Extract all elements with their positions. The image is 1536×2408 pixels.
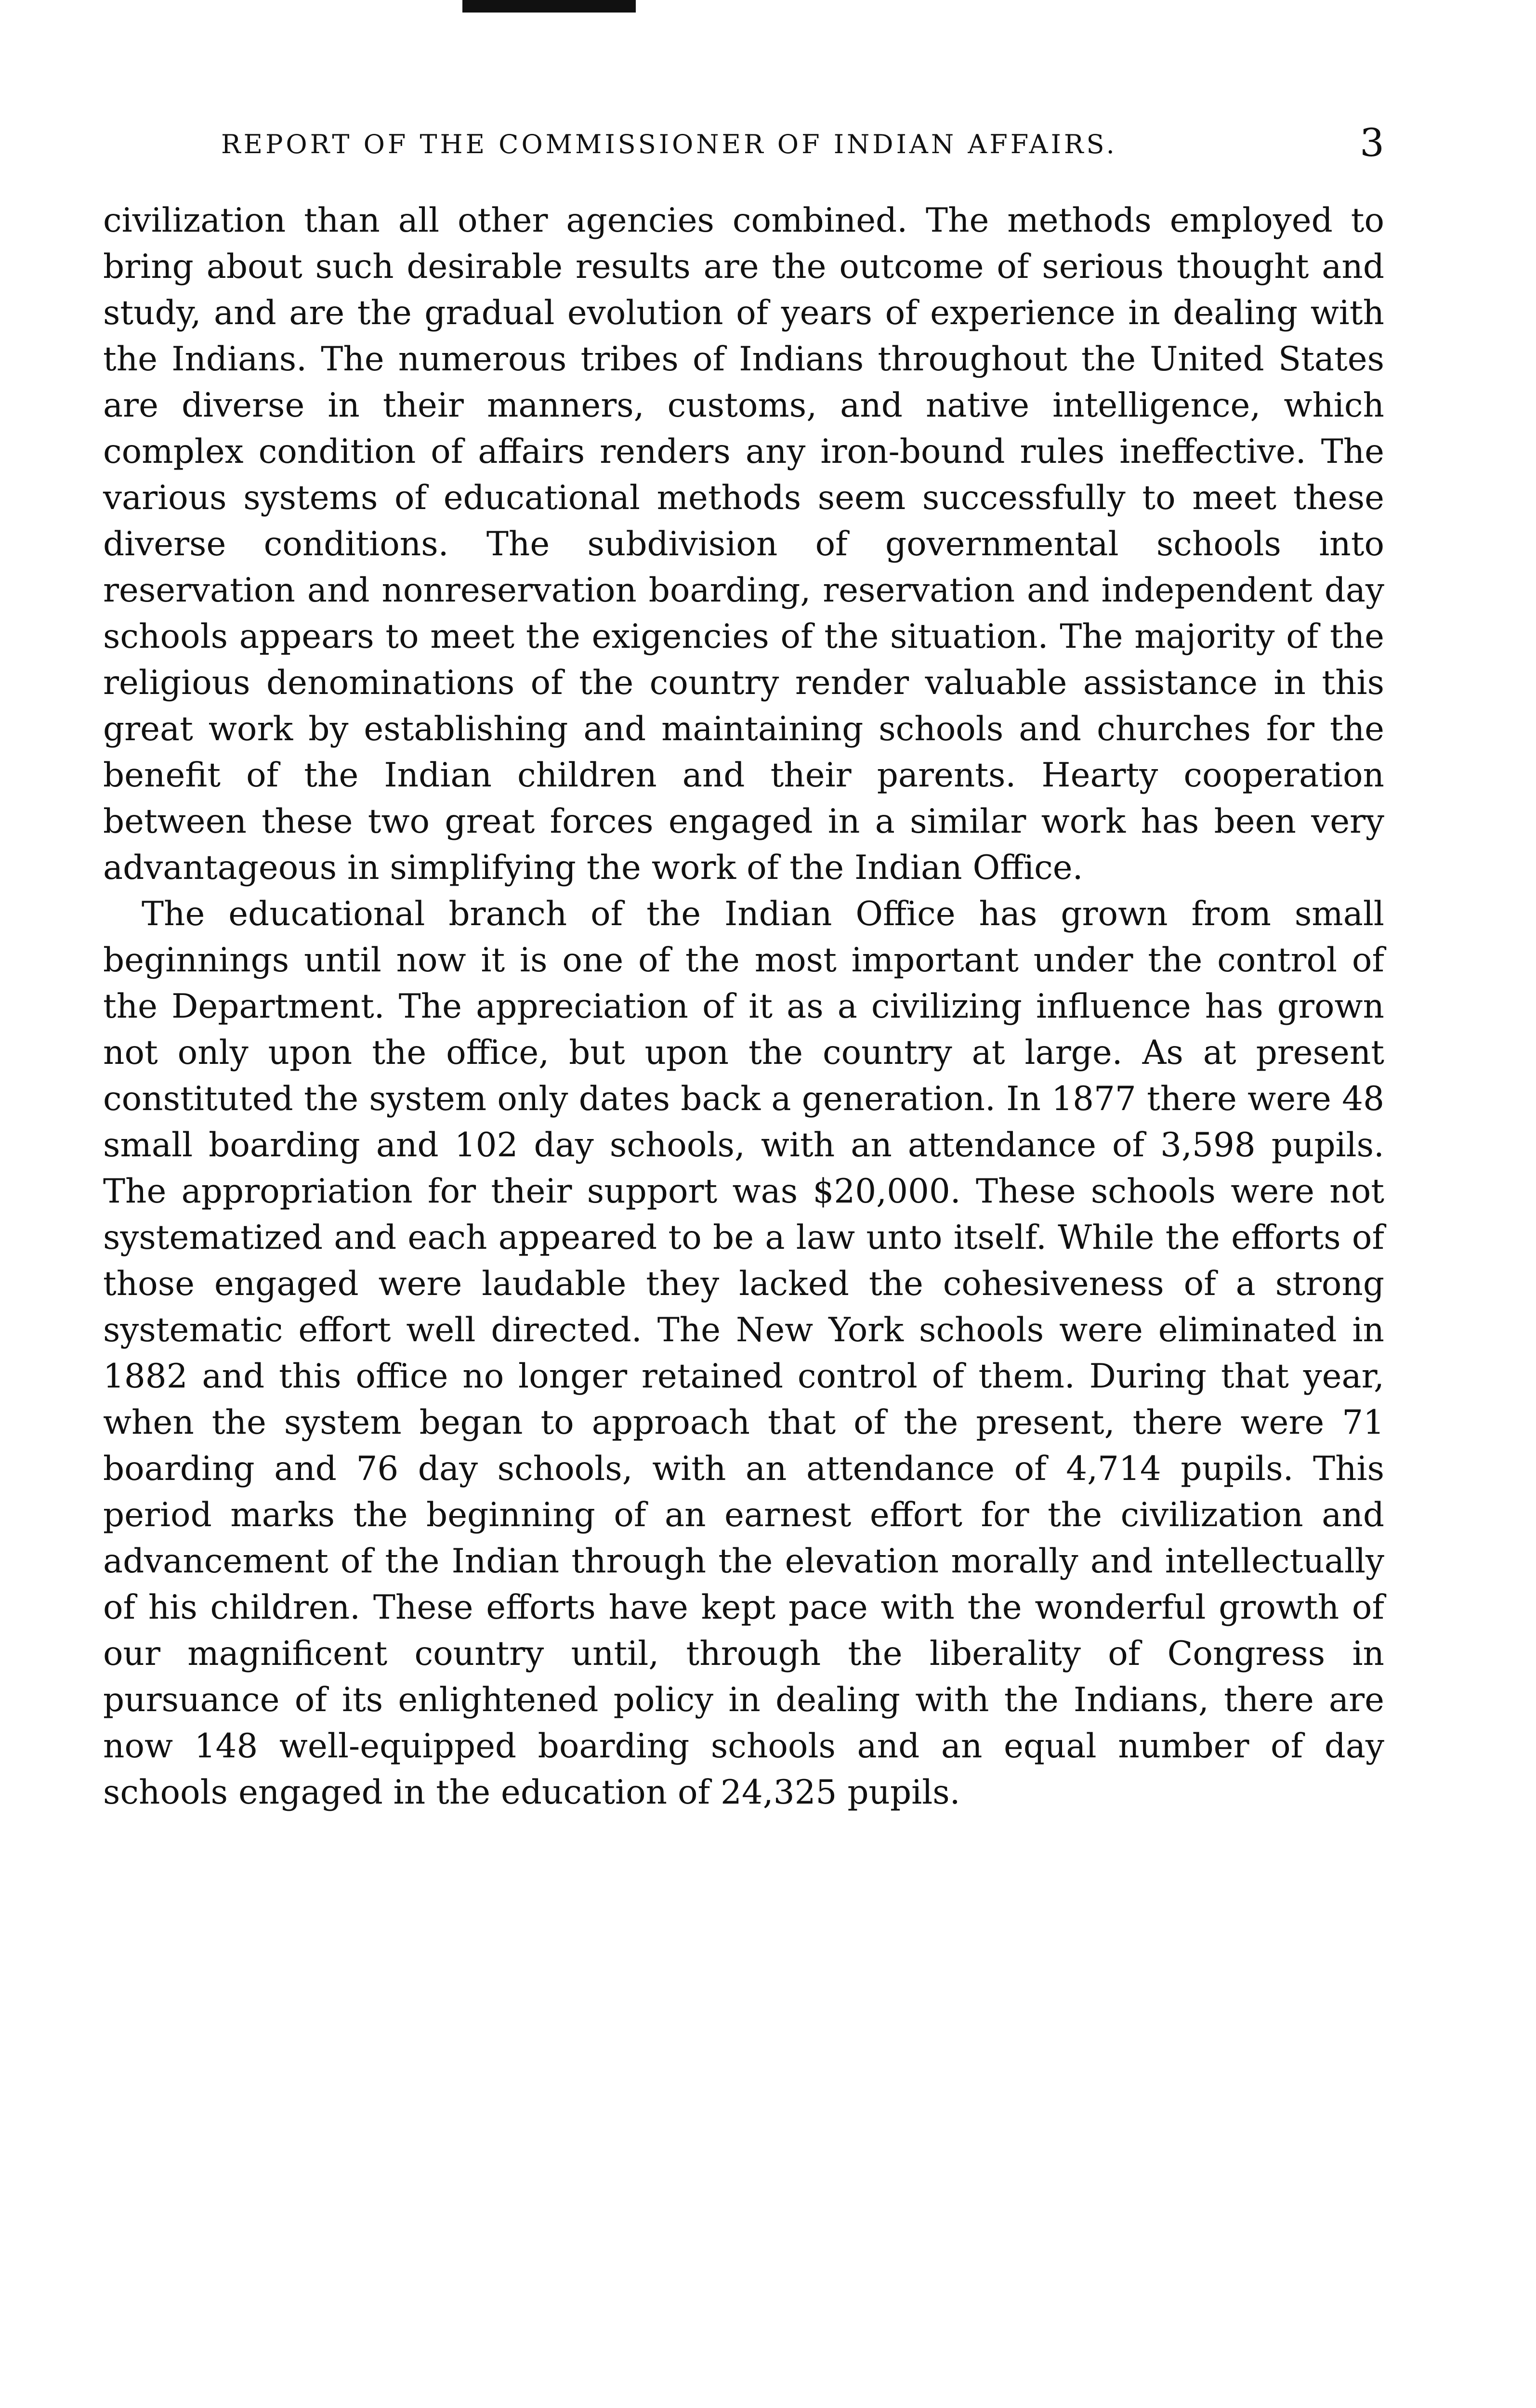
paragraph-2: The educational branch of the Indian Office has grown from small beginnings until now it is one of the most important under the control of the Department. The appreciation of it as a civilizing influence has grown not only upon the office, but upon the country at large. As at present constituted the system only dates back a generation. In 1877 there were 48 small boarding and 102 day schools, with an attendance of 3,598 pupils. The appropriation for their support was $20,000. These schools were not systematized and each appeared to be a law unto itself. While the efforts of those engaged were laudable they lacked the cohesiveness of a strong systematic effort well directed. The New York schools were eliminated in 1882 and this office no longer retained control of them. During that year, when the system began to approach that of the present, there were 71 boarding and 76 day schools, with an attendance of 4,714 pupils. This period marks the beginning of an earnest effort for the civilization and advancement of the Indian through the elevation morally and intellectually of his children. These efforts have kept pace with the wonderful growth of our magnificent country until, through the liberality of Congress in pursuance of its enlightened policy in dealing with the Indians, there are now 148 well-equipped boarding schools and an equal number of day schools engaged in the education of 24,325 pupils.	[103, 895, 1384, 1812]
body-text	[103, 197, 1384, 1816]
running-head	[103, 120, 1384, 173]
page-number: 3	[1360, 120, 1384, 165]
scan-edge-mark	[462, 0, 636, 13]
paragraph-1: civilization than all other agencies combined. The methods employed to bring about such desirable results are the outcome of serious thought and study, and are the gradual evolution of years of experience in dealing with the Indians. The numerous tribes of Indians throughout the United States are diverse in their manners, customs, and native intelligence, which complex condition of affairs renders any iron-bound rules ineffective. The various systems of educational methods seem successfully to meet these diverse conditions. The subdivision of governmental schools into reservation and nonreservation boarding, reservation and independent day schools appears to meet the exigencies of the situation. The majority of the religious denominations of the country render valuable assistance in this great work by establishing and maintaining schools and churches for the benefit of the Indian children and their parents. Hearty cooperation between these two great forces engaged in a similar work has been very advantageous in simplifying the work of the Indian Office.	[103, 201, 1384, 887]
running-title: REPORT OF THE COMMISSIONER OF INDIAN AFFAIRS.	[221, 129, 1117, 159]
